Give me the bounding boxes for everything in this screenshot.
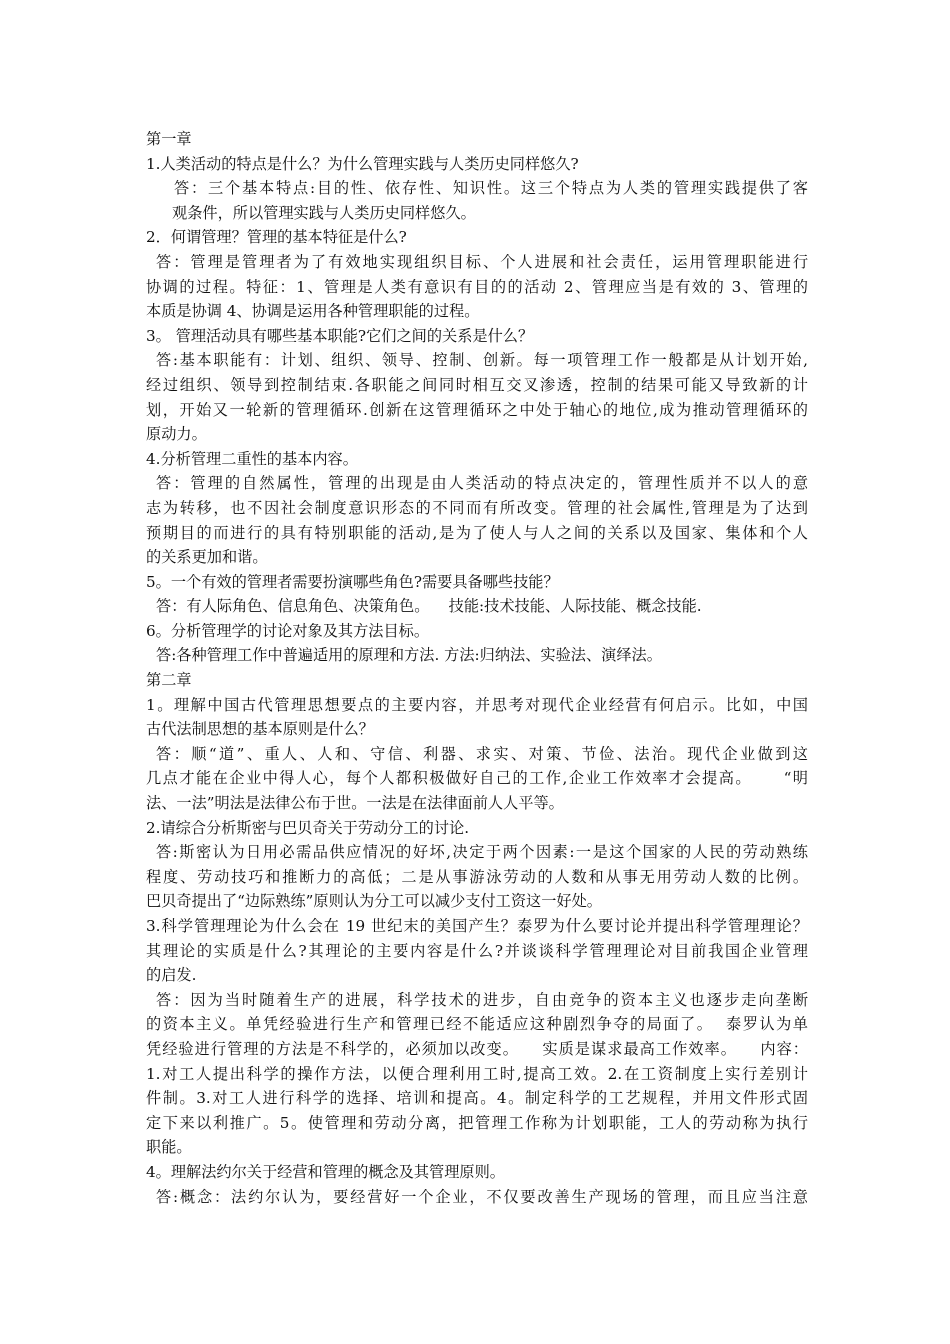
text-line: 答：三个基本特点:目的性、依存性、知识性。这三个特点为人类的管理实践提供了客 xyxy=(174,179,808,198)
text-line: 1.对工人提出科学的操作方法，以便合理利用工时,提高工效。2.在工资制度上实行差别计 xyxy=(146,1064,808,1083)
text-line: 2.请综合分析斯密与巴贝奇关于劳动分工的讨论. xyxy=(146,818,470,837)
text-line: 原动力。 xyxy=(146,425,207,444)
text-line: 答:斯密认为日用必需品供应情况的好坏,决定于两个因素:一是这个国家的人民的劳动熟练 xyxy=(156,843,808,862)
text-line: 几点才能在企业中得人心，每个人都积极做好自己的工作,企业工作效率才会提高。 “明 xyxy=(146,769,808,788)
text-line: 的关系更加和谐。 xyxy=(146,548,268,567)
text-line: 答：管理的自然属性，管理的出现是由人类活动的特点决定的，管理性质并不以人的意 xyxy=(156,474,808,493)
text-line: 答：有人际角色、信息角色、决策角色。 技能:技术技能、人际技能、概念技能. xyxy=(156,597,702,616)
text-line: 的启发. xyxy=(146,966,197,985)
text-line: 法、一法”明法是法律公布于世。一法是在法律面前人人平等。 xyxy=(146,794,564,813)
text-line: 3.科学管理理论为什么会在 19 世纪末的美国产生？泰罗为什么要讨论并提出科学管理理论？ xyxy=(146,917,808,935)
text-line: 巴贝奇提出了“边际熟练”原则认为分工可以减少支付工资这一好处。 xyxy=(146,892,602,911)
text-line: 志为转移，也不因社会制度意识形态的不同而有所改变。管理的社会属性,管理是为了达到 xyxy=(146,498,808,517)
text-line: 古代法制思想的基本原则是什么？ xyxy=(146,720,374,739)
text-line: 的资本主义。单凭经验进行生产和管理已经不能适应这种剧烈争夺的局面了。 泰罗认为单 xyxy=(146,1015,808,1034)
text-line: 协调的过程。特征：1、管理是人类有意识有目的的活动 2、管理应当是有效的 3、管理的 xyxy=(146,277,808,296)
text-line: 第二章 xyxy=(146,671,192,690)
text-line: 第一章 xyxy=(146,130,192,148)
text-line: 本质是协调 4、协调是运用各种管理职能的过程。 xyxy=(146,302,480,321)
text-line: 答:概念：法约尔认为，要经营好一个企业，不仅要改善生产现场的管理，而且应当注意 xyxy=(156,1187,808,1206)
text-line: 5。一个有效的管理者需要扮演哪些角色?需要具备哪些技能？ xyxy=(146,572,559,591)
text-line: 程度、劳动技巧和推断力的高低；二是从事游泳劳动的人数和从事无用劳动人数的比例。 xyxy=(146,867,808,886)
text-line: 2．何谓管理？管理的基本特征是什么? xyxy=(146,228,407,247)
text-line: 1。理解中国古代管理思想要点的主要内容，并思考对现代企业经营有何启示。比如，中国 xyxy=(146,695,808,714)
text-line: 预期目的而进行的具有特别职能的活动,是为了使人与人之间的关系以及国家、集体和个人 xyxy=(146,523,808,542)
text-line: 答：顺“道”、重人、人和、守信、利器、求实、对策、节俭、法治。现代企业做到这 xyxy=(156,744,808,763)
text-line: 其理论的实质是什么?其理论的主要内容是什么?并谈谈科学管理理论对目前我国企业管理 xyxy=(146,941,808,960)
text-line: 答：因为当时随着生产的进展，科学技术的进步，自由竞争的资本主义也逐步走向垄断 xyxy=(156,990,808,1009)
text-line: 观条件，所以管理实践与人类历史同样悠久。 xyxy=(172,203,476,222)
text-line: 划，开始又一轮新的管理循环.创新在这管理循环之中处于轴心的地位,成为推动管理循环的 xyxy=(146,400,808,419)
text-line: 答:基本职能有：计划、组织、领导、控制、创新。每一项管理工作一般都是从计划开始, xyxy=(156,351,808,370)
text-line: 3。 管理活动具有哪些基本职能?它们之间的关系是什么？ xyxy=(146,326,534,345)
text-line: 答：管理是管理者为了有效地实现组织目标、个人进展和社会责任，运用管理职能进行 xyxy=(156,252,808,271)
document-page xyxy=(146,127,808,1209)
text-line: 件制。3.对工人进行科学的选择、培训和提高。4。制定科学的工艺规程，并用文件形式固 xyxy=(146,1089,808,1108)
text-line: 凭经验进行管理的方法是不科学的，必须加以改变。 实质是谋求最高工作效率。 内容： xyxy=(146,1039,808,1058)
text-line: 答:各种管理工作中普遍适用的原理和方法. 方法:归纳法、实验法、演绎法。 xyxy=(156,646,662,665)
text-line: 4。理解法约尔关于经营和管理的概念及其管理原则。 xyxy=(146,1162,505,1181)
text-line: 定下来以利推广。5。使管理和劳动分离，把管理工作称为计划职能，工人的劳动称为执行 xyxy=(146,1113,808,1132)
text-line: 6。分析管理学的讨论对象及其方法目标。 xyxy=(146,621,430,640)
text-line: 4.分析管理二重性的基本内容。 xyxy=(146,449,358,468)
text-line: 1.人类活动的特点是什么？为什么管理实践与人类历史同样悠久? xyxy=(146,154,579,173)
text-line: 经过组织、领导到控制结束.各职能之间同时相互交叉渗透，控制的结果可能又导致新的计 xyxy=(146,375,808,394)
text-line: 职能。 xyxy=(146,1138,192,1157)
